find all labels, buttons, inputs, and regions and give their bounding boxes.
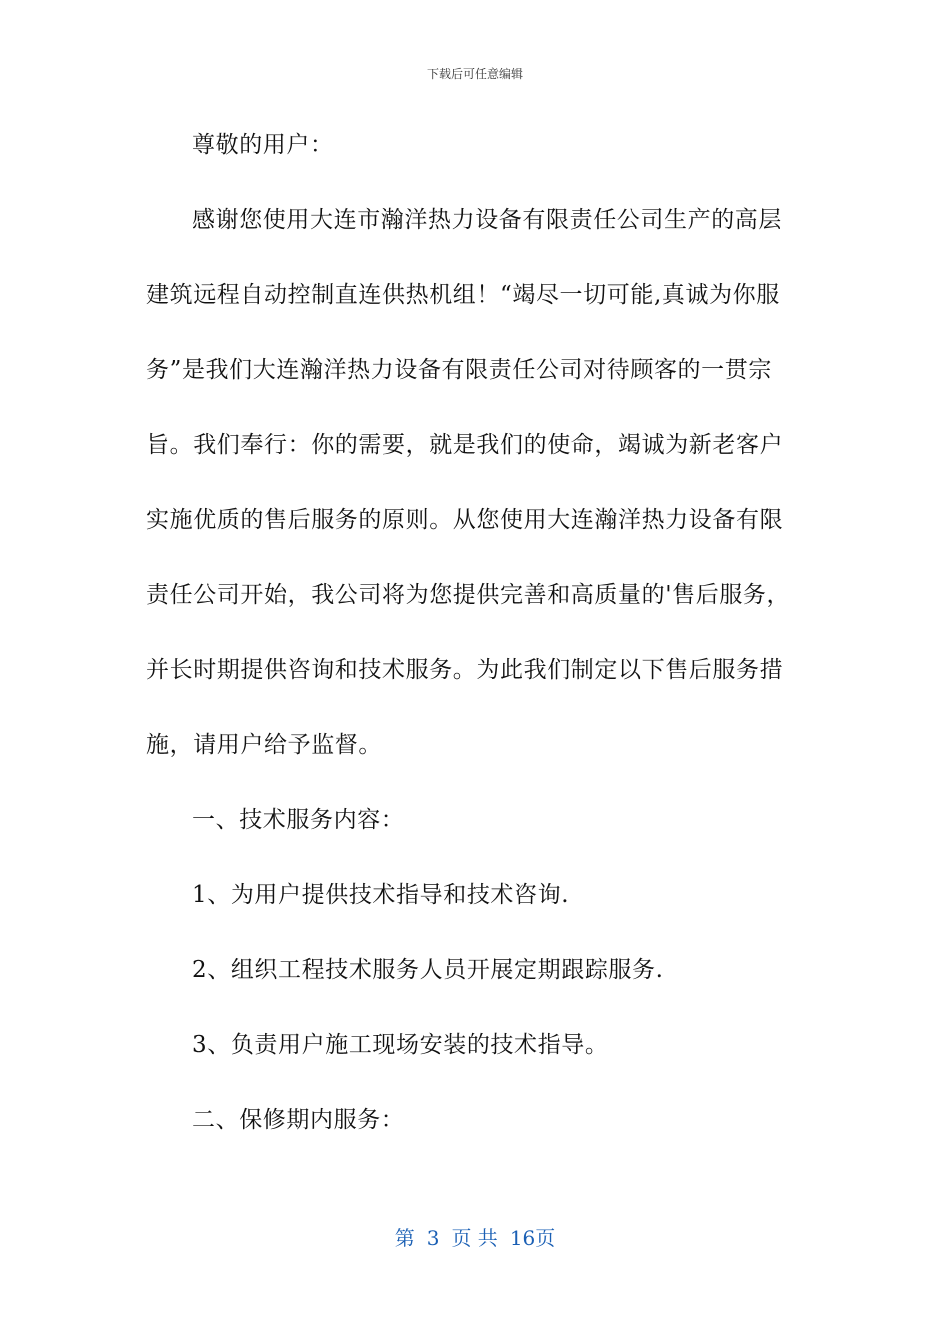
paragraph-line: 实施优质的售后服务的原则。从您使用大连瀚洋热力设备有限: [146, 507, 784, 533]
paragraph-line: 责任公司开始，我公司将为您提供完善和高质量的'售后服务，: [146, 582, 791, 608]
paragraph-line: 感谢您使用大连市瀚洋热力设备有限责任公司生产的高层: [192, 207, 782, 233]
list-item: 1、为用户提供技术指导和技术咨询.: [192, 882, 570, 908]
paragraph-line: 施，请用户给予监督。: [146, 732, 382, 758]
paragraph-line: 务”是我们大连瀚洋热力设备有限责任公司对待顾客的一贯宗: [146, 357, 772, 383]
total-page-count: 16: [509, 1226, 536, 1250]
paragraph-line: 并长时期提供咨询和技术服务。为此我们制定以下售后服务措: [146, 657, 784, 683]
page-number-footer: [0, 1224, 950, 1252]
paragraph-line: 建筑远程自动控制直连供热机组！“竭尽一切可能,真诚为你服: [146, 282, 780, 308]
current-page-number: 3: [426, 1226, 440, 1250]
page-number-prefix: 第: [394, 1226, 415, 1250]
section-heading: 一、技术服务内容：: [192, 807, 405, 833]
paragraph-line: 旨。我们奉行：你的需要，就是我们的使命，竭诚为新老客户: [146, 432, 784, 458]
salutation: 尊敬的用户：: [192, 132, 334, 158]
page-number-middle: 页 共: [451, 1226, 498, 1250]
list-item: 2、组织工程技术服务人员开展定期跟踪服务.: [192, 957, 664, 983]
section-heading: 二、保修期内服务：: [192, 1107, 405, 1133]
page-header-note: 下载后可任意编辑: [426, 67, 523, 81]
page-number-suffix: 页: [535, 1226, 556, 1250]
list-item: 3、负责用户施工现场安装的技术指导。: [192, 1032, 609, 1058]
document-body: [146, 120, 810, 1170]
